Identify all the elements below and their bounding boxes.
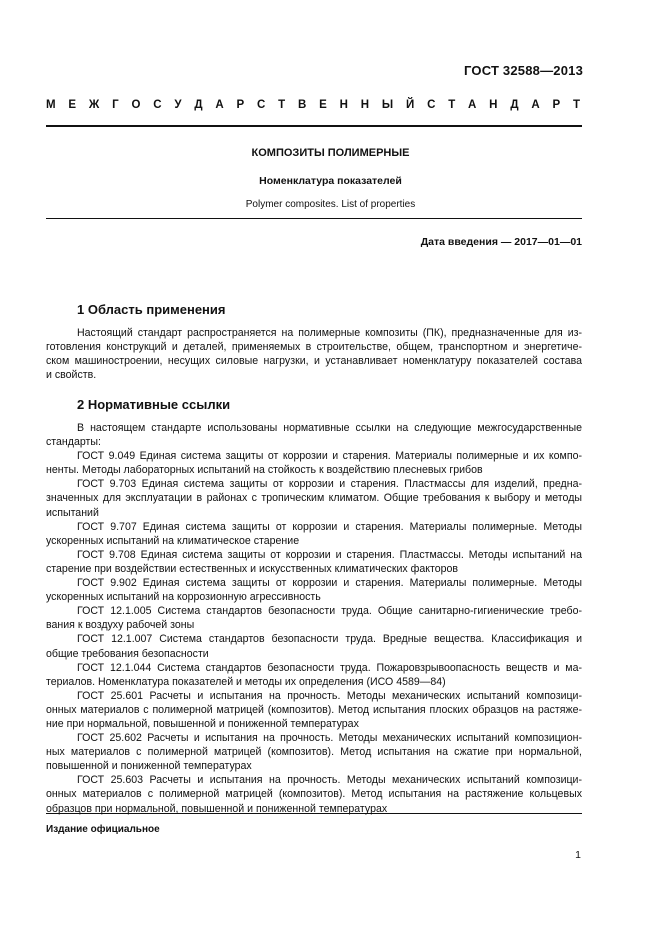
page-number: 1 xyxy=(575,849,581,861)
reference-line: териалов. Номенклатура показателей и методы их определения (ИСО 4589—84) xyxy=(46,675,446,688)
document-subtitle: Номенклатура показателей xyxy=(259,175,402,187)
reference-line: ГОСТ 9.703 Единая система защиты от коррозии и старения. Пластмассы для изделий, предна- xyxy=(77,478,582,491)
reference-line: ГОСТ 12.1.005 Система стандартов безопасности труда. Общие санитарно-гигиенические требо- xyxy=(77,605,582,618)
section-2-heading: 2 Нормативные ссылки xyxy=(77,397,231,412)
reference-line: ГОСТ 9.708 Единая система защиты от коррозии и старения. Пластмассы. Методы испытаний на xyxy=(77,548,582,561)
section-2-body xyxy=(46,421,582,816)
reference-line: вания к воздуху рабочей зоны xyxy=(46,619,195,632)
reference-line: ГОСТ 25.602 Расчеты и испытания на прочность. Методы механических испытаний композицион- xyxy=(77,732,582,745)
reference-line: онных материалов с полимерной матрицей (композитов). Метод испытания на растяжение кольцевых xyxy=(46,788,582,801)
footer-rule xyxy=(46,813,582,814)
body-line: В настоящем стандарте использованы нормативные ссылки на следующие межгосударственные xyxy=(77,422,582,434)
body-line: готовления конструкций и деталей, применяемых в строительстве, общем, транспортном и энергетиче- xyxy=(46,341,582,354)
reference-line: онных материалов с полимерной матрицей (композитов). Метод испытания плоских образцов на растяже- xyxy=(46,703,582,716)
header-rule xyxy=(46,125,582,127)
document-title-english: Polymer composites. List of properties xyxy=(245,199,416,210)
interstate-standard-label: М Е Ж Г О С У Д А Р С Т В Е Н Н Ы Й С Т А Н Д А Р Т xyxy=(46,99,580,111)
document-title: КОМПОЗИТЫ ПОЛИМЕРНЫЕ xyxy=(251,147,410,159)
reference-line: образцов при нормальной, повышенной и пониженной температурах xyxy=(46,802,388,815)
reference-line: ние при нормальной, повышенной и пониженной температурах xyxy=(46,717,359,730)
reference-line: повышенной и пониженной температурах xyxy=(46,760,252,773)
introduction-date: Дата введения — 2017—01—01 xyxy=(420,236,582,248)
official-edition-note: Издание официальное xyxy=(46,824,160,835)
reference-line: общие требования безопасности xyxy=(46,647,209,660)
reference-line: испытаний xyxy=(46,506,99,519)
reference-line: ненты. Методы лабораторных испытаний на стойкость к воздействию плесневых грибов xyxy=(46,464,483,477)
reference-line: ГОСТ 9.707 Единая система защиты от коррозии и старения. Материалы полимерные. Методы xyxy=(77,520,582,533)
reference-line: ГОСТ 25.603 Расчеты и испытания на прочность. Методы механических испытаний композици- xyxy=(77,774,582,787)
body-line: стандарты: xyxy=(46,436,101,449)
reference-line: ГОСТ 12.1.007 Система стандартов безопасности труда. Вредные вещества. Классификация и xyxy=(77,633,582,646)
section-1-body xyxy=(46,326,582,382)
body-line: и свойств. xyxy=(46,369,97,382)
section-1-heading: 1 Область применения xyxy=(77,302,226,317)
body-line: ском машиностроении, несущих силовые нагрузки, и устанавливает номенклатуру показателей состава xyxy=(46,355,582,368)
reference-line: ГОСТ 25.601 Расчеты и испытания на прочность. Методы механических испытаний композици- xyxy=(77,689,582,702)
reference-line: старение при воздействии естественных и искусственных климатических факторов xyxy=(46,562,459,575)
standard-number: ГОСТ 32588—2013 xyxy=(464,63,583,78)
title-rule xyxy=(46,218,582,219)
reference-line: ГОСТ 9.902 Единая система защиты от коррозии и старения. Материалы полимерные. Методы xyxy=(77,577,582,590)
reference-line: ных материалов с полимерной матрицей (композитов). Метод испытания на сжатие при нормальной, xyxy=(46,746,582,759)
reference-line: ГОСТ 9.049 Единая система защиты от коррозии и старения. Материалы полимерные и их компо- xyxy=(77,450,582,463)
body-line: Настоящий стандарт распространяется на полимерные композиты (ПК), предназначенные для из- xyxy=(77,327,582,339)
reference-line: ГОСТ 12.1.044 Система стандартов безопасности труда. Пожаровзрывоопасность веществ и ма- xyxy=(77,661,582,674)
reference-line: значенных для эксплуатации в районах с тропическим климатом. Общие требования к выбору и методы xyxy=(46,492,582,505)
reference-line: ускоренных испытаний на климатическое старение xyxy=(46,534,300,547)
reference-line: ускоренных испытаний на коррозионную агрессивность xyxy=(46,591,321,604)
